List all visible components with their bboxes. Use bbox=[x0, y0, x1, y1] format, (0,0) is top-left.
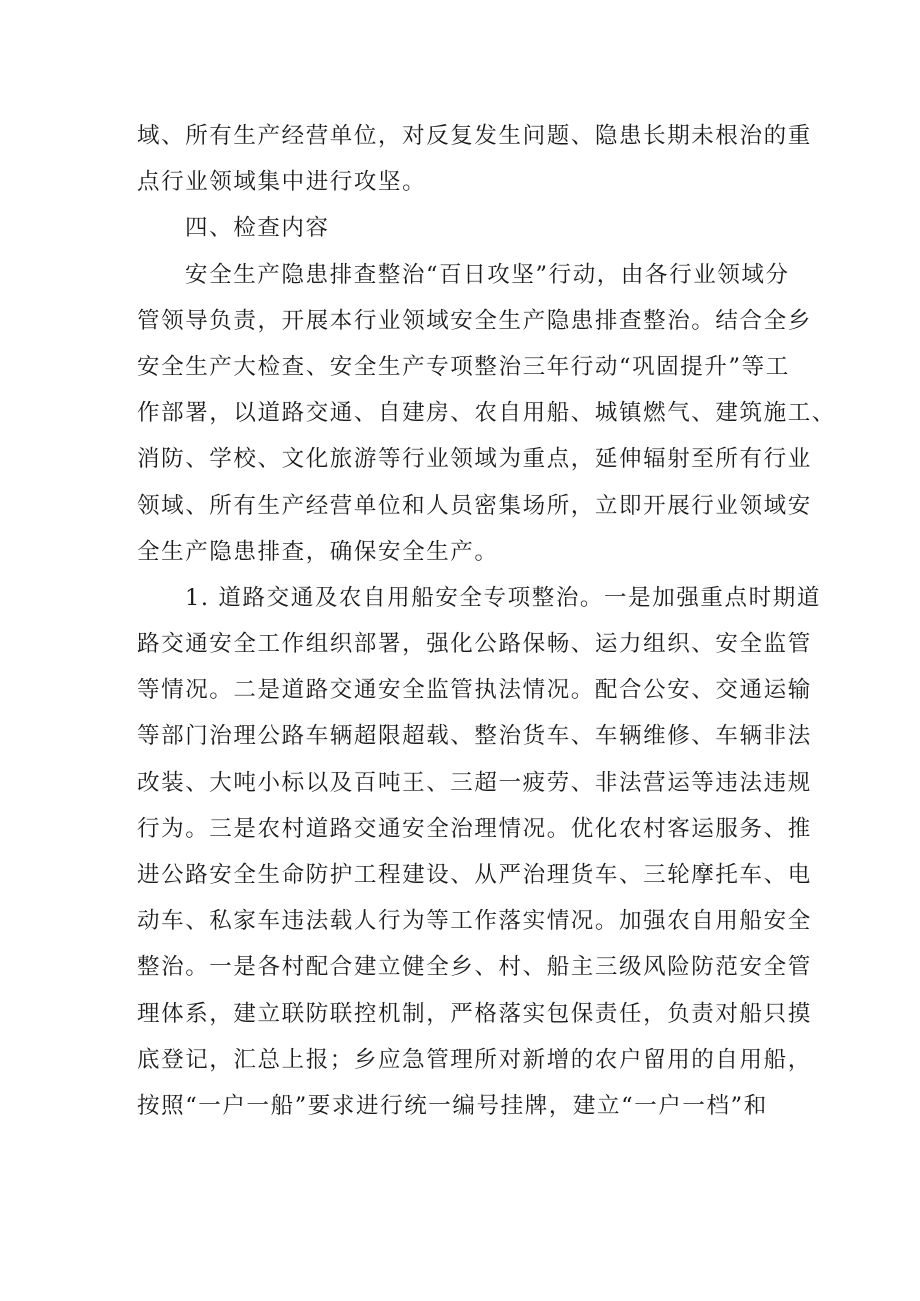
text-line: 领域、所有生产经营单位和人员密集场所，立即开展行业领域安 bbox=[137, 492, 812, 519]
text-line: 路交通安全工作组织部署，强化公路保畅、运力组织、安全监管 bbox=[137, 631, 812, 658]
text-line: 按照“一户一船”要求进行统一编号挂牌，建立“一户一档”和 bbox=[137, 1092, 768, 1119]
text-line: 点行业领域集中进行攻坚。 bbox=[137, 169, 427, 196]
text-line: 整治。一是各村配合建立健全乡、村、船主三级风险防范安全管 bbox=[137, 954, 812, 981]
text-line: 底登记，汇总上报；乡应急管理所对新增的农户留用的自用船， bbox=[137, 1046, 812, 1073]
text-line: 理体系，建立联防联控机制，严格落实包保责任，负责对船只摸 bbox=[137, 1000, 812, 1027]
text-line: 消防、学校、文化旅游等行业领域为重点，延伸辐射至所有行业 bbox=[137, 446, 812, 473]
text-line: 等情况。二是道路交通安全监管执法情况。配合公安、交通运输 bbox=[137, 677, 812, 704]
section-heading: 四、检查内容 bbox=[185, 215, 330, 242]
text-line: 等部门治理公路车辆超限超载、整治货车、车辆维修、车辆非法 bbox=[137, 723, 812, 750]
text-line: 1. 道路交通及农自用船安全专项整治。一是加强重点时期道 bbox=[185, 584, 821, 611]
text-line: 域、所有生产经营单位，对反复发生问题、隐患长期未根治的重 bbox=[137, 123, 812, 149]
text-line: 行为。三是农村道路交通安全治理情况。优化农村客运服务、推 bbox=[137, 815, 812, 842]
document-body bbox=[137, 113, 836, 1129]
text-line: 进公路安全生命防护工程建设、从严治理货车、三轮摩托车、电 bbox=[137, 862, 812, 888]
text-line: 安全生产大检查、安全生产专项整治三年行动“巩固提升”等工 bbox=[137, 353, 790, 380]
text-line: 作部署，以道路交通、自建房、农自用船、城镇燃气、建筑施工、 bbox=[137, 400, 836, 427]
text-line: 管领导负责，开展本行业领域安全生产隐患排查整治。结合全乡 bbox=[137, 307, 812, 334]
text-line: 改装、大吨小标以及百吨王、三超一疲劳、非法营运等违法违规 bbox=[137, 769, 812, 796]
text-line: 全生产隐患排查，确保安全生产。 bbox=[137, 538, 499, 565]
text-line: 动车、私家车违法载人行为等工作落实情况。加强农自用船安全 bbox=[137, 908, 812, 935]
text-line: 安全生产隐患排查整治“百日攻坚”行动，由各行业领域分 bbox=[185, 261, 790, 288]
